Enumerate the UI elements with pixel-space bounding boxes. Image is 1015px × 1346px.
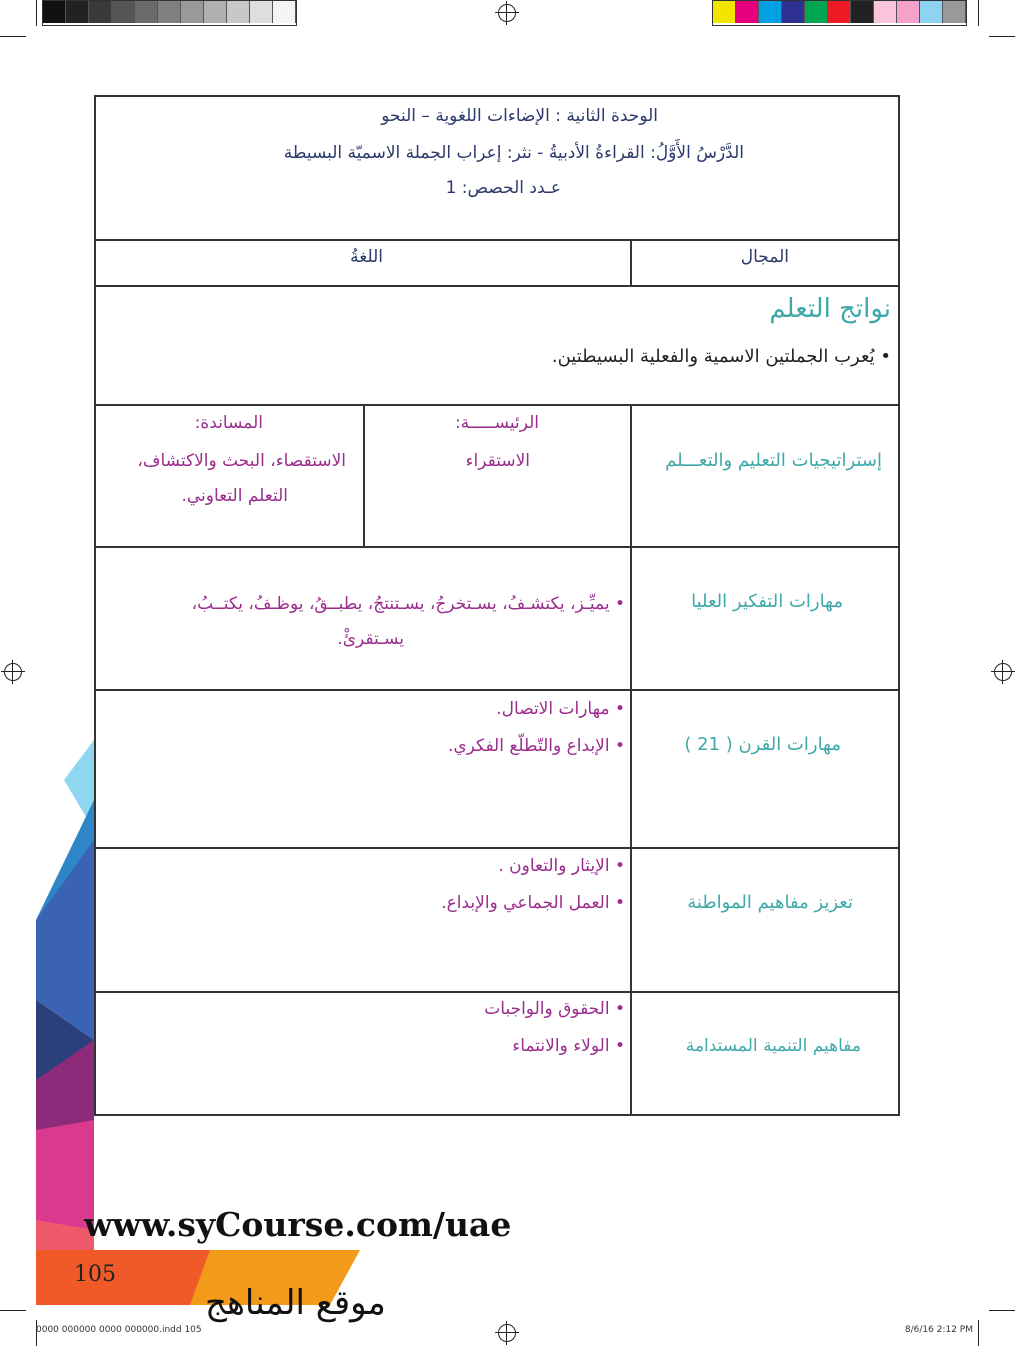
- crop-mark: [978, 0, 979, 26]
- periods-count: عـدد الحصص: 1: [445, 178, 561, 198]
- century-skill-item-1: • مهارات الاتصال.: [496, 699, 625, 719]
- crop-mark: [989, 36, 1015, 37]
- sustainability-label: مفاهيم التنمية المستدامة: [685, 1036, 861, 1056]
- main-strategy-label: الرئيســـــة:: [454, 413, 539, 433]
- sustainability-item-2: • الولاء والانتماء: [512, 1036, 625, 1056]
- support-strategy-line2: التعلم التعاوني.: [181, 486, 288, 506]
- crop-mark: [989, 1310, 1015, 1311]
- higher-thinking-label: مهارات التفكير العليا: [691, 591, 843, 612]
- citizenship-label: تعزيز مفاهيم المواطنة: [687, 892, 853, 913]
- higher-thinking-line2: يسـتقرئْ.: [337, 629, 404, 649]
- print-date: 8/6/16 2:12 PM: [904, 1325, 973, 1335]
- outcomes-title: نواتج التعلم: [769, 294, 891, 324]
- color-bar: [712, 0, 967, 26]
- century-skill-item-2: • الإبداع والتّطلّع الفكري.: [447, 736, 625, 756]
- higher-thinking-line1: • يميِّـز، يكتشـفُ، يسـتخرجُ، يسـتنتجُ، يطبــقُ، يوظـفُ، يكتــبُ،: [191, 594, 625, 614]
- strategies-label: إستراتيجيات التعليم والتعـــلم: [665, 450, 882, 471]
- domain-value: اللغةُ: [350, 247, 383, 267]
- registration-mark-top: [498, 4, 516, 22]
- crop-mark: [978, 1320, 979, 1346]
- registration-mark-bottom: [498, 1324, 516, 1342]
- registration-mark-right: [994, 663, 1012, 681]
- citizenship-item-1: • الإيثار والتعاون .: [498, 856, 625, 876]
- main-strategy-value: الاستقراء: [465, 451, 530, 471]
- page-number: 105: [74, 1262, 116, 1287]
- citizenship-item-2: • العمل الجماعي والإبداع.: [441, 893, 625, 913]
- outcome-item: • يُعرب الجملتين الاسمية والفعلية البسيطتين.: [551, 346, 891, 367]
- site-logo-text: موقع المناهج: [205, 1283, 386, 1323]
- file-slug: 0000 000000 0000 000000.indd 105: [36, 1325, 202, 1335]
- unit-title: الوحدة الثانية : الإضاءات اللغوية – النحو: [381, 106, 658, 126]
- sustainability-item-1: • الحقوق والواجبات: [484, 999, 625, 1019]
- support-strategy-line1: الاستقصاء، البحث والاكتشاف،: [137, 451, 346, 471]
- century-skills-label: مهارات القرن ( 21 ): [684, 734, 841, 755]
- support-strategy-label: المساندة:: [194, 413, 263, 433]
- lesson-title: الدَّرْسُ الأَوَّلُ: القراءةُ الأدبيةُ - نثر: إعراب الجملة الاسميّة البسيطة: [283, 143, 744, 163]
- website-watermark: www.syCourse.com/uae: [84, 1205, 512, 1244]
- domain-label: المجال: [740, 247, 789, 267]
